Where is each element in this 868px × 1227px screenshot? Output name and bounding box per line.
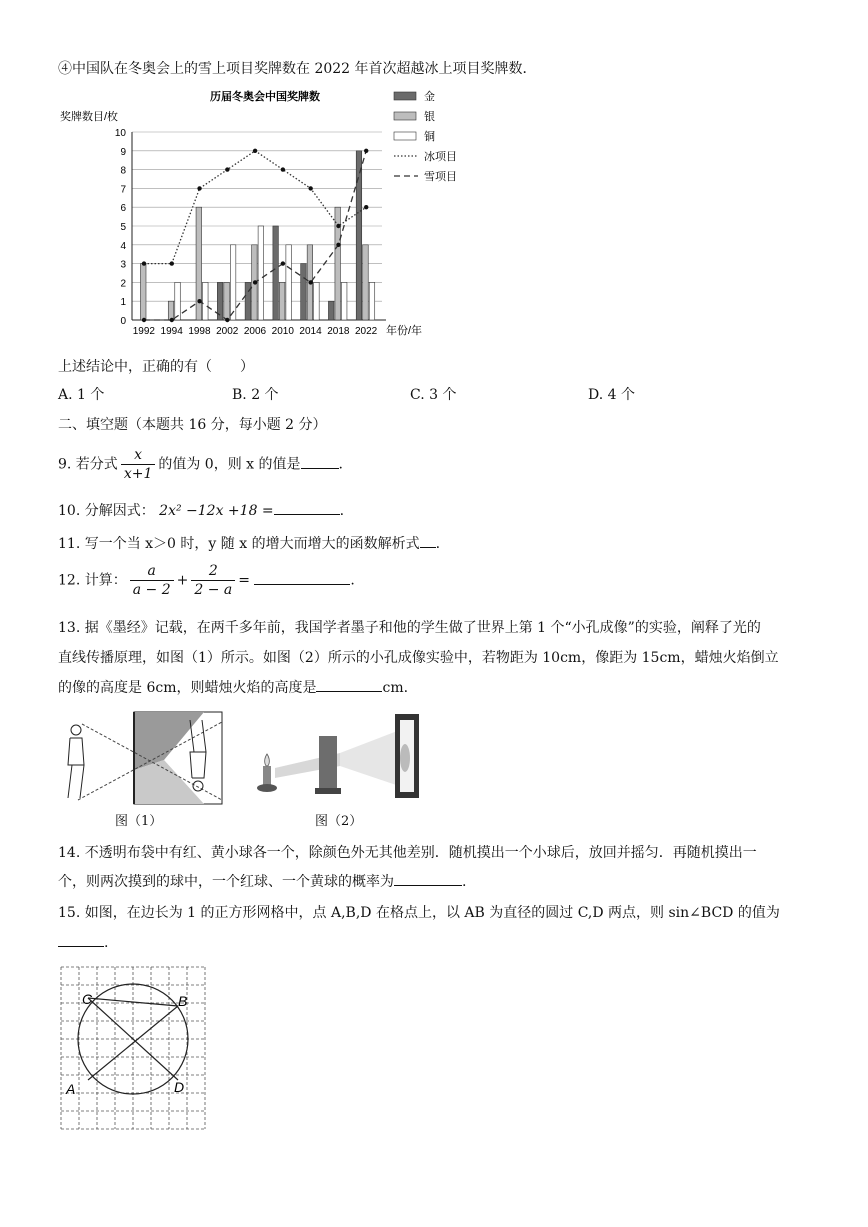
point-冰项目-2022 [364,205,368,209]
legend-label-银: 银 [424,111,435,123]
y-tick-label: 10 [114,128,126,139]
bar-金-2018 [328,301,334,320]
y-tick-label: 3 [120,259,126,271]
q15-label-c: C [82,991,93,1007]
y-tick-label: 7 [120,184,126,196]
bar-铜-2022 [369,282,375,320]
point-冰项目-2018 [336,224,340,228]
q10-pre: 10. 分解因式： [58,503,155,519]
bar-铜-2018 [341,282,347,320]
q12-equals: = [238,572,250,589]
q9-post: 的值为 0，则 x 的值是 [158,456,301,473]
bar-铜-2010 [286,245,292,320]
bar-金-2022 [356,151,362,320]
q12-den2: 2 − a [194,582,233,598]
q15-label-d: D [174,1079,185,1095]
q10-end: . [339,503,345,519]
bar-铜-1998 [203,282,209,320]
q13-line-3 [58,677,408,697]
x-tick-label: 2014 [299,326,322,337]
y-tick-label: 0 [120,316,126,327]
q9-blank[interactable] [301,454,339,469]
q15-label-b: B [178,993,188,1009]
x-tick-label: 2002 [216,326,239,337]
bar-铜-2014 [314,282,320,320]
point-冰项目-2002 [225,167,229,171]
bar-银-1994 [168,301,174,320]
q14-line-2 [58,871,466,891]
q10-expression: 2x² −12x +18 = [159,503,274,519]
point-雪项目-1994 [170,318,174,322]
q15-label-a: A [66,1081,76,1097]
figure-2-svg [255,708,430,806]
y-tick-label: 9 [120,146,126,158]
point-雪项目-2018 [336,243,340,247]
bar-金-2006 [245,282,251,320]
q14-line-2-text: 个，则两次摸到的球中，一个红球、一个黄球的概率为 [58,874,394,890]
q13-blank[interactable] [316,677,382,692]
bar-金-2010 [273,226,279,320]
point-雪项目-2010 [281,261,285,265]
q12-den1: a − 2 [132,582,171,598]
q9-fraction [121,446,156,483]
q13-line-3-text: 的像的高度是 6cm，则蜡烛火焰的高度是 [58,680,317,696]
question-12 [58,562,355,599]
legend-label-冰项目: 冰项目 [424,151,457,163]
bar-铜-1994 [175,282,181,320]
y-tick-label: 5 [120,222,126,233]
option-a[interactable]: A. 1 个 [58,387,105,403]
q13-line-1: 13. 据《墨经》记载，在两千多年前，我国学者墨子和他的学生做了世界上第 1 个“小孔成像”的实验，阐释了光的 [58,620,761,636]
q9-pre: 9. 若分式 [58,456,118,473]
q15-figure-svg [56,962,206,1130]
q12-num2: 2 [191,562,235,581]
q15-line-1: 15. 如图，在边长为 1 的正方形网格中，点 A,B,D 在格点上，以 AB 为直径的圆过 C,D 两点，则 sin∠BCD 的值为 [58,905,780,921]
y-tick-label: 4 [120,240,126,252]
question-11 [58,533,440,553]
q15-line-2 [58,932,108,951]
q11-text: 11. 写一个当 x＞0 时，y 随 x 的增大而增大的函数解析式 [58,536,420,552]
point-雪项目-1992 [142,318,146,322]
q15-blank[interactable] [58,932,104,947]
medal-chart-svg [60,86,480,346]
point-雪项目-2022 [364,149,368,153]
point-冰项目-1994 [170,261,174,265]
option-b[interactable]: B. 2 个 [232,387,279,403]
bar-铜-2006 [258,226,264,320]
y-axis-label: 奖牌数目/枚 [60,111,119,123]
option-d[interactable]: D. 4 个 [588,387,635,403]
figure-1 [54,710,229,810]
q9-end: . [338,456,343,473]
legend-label-铜: 铜 [424,131,435,143]
x-tick-label: 2018 [327,326,350,337]
x-tick-label: 1994 [160,326,183,337]
x-tick-label: 2010 [271,326,294,337]
q13-line-2: 直线传播原理，如图（1）所示。如图（2）所示的小孔成像实验中，若物距为 10cm，像距为 15cm，蜡烛火焰倒立 [58,650,779,666]
bar-银-2022 [363,245,369,320]
y-tick-label: 8 [120,165,126,177]
point-冰项目-2006 [253,149,257,153]
point-冰项目-1998 [197,186,201,190]
x-axis-label: 年份/年 [386,325,423,337]
figure-1-caption: 图（1） [115,814,163,829]
q12-num1: a [130,562,174,581]
figure-2 [255,708,430,810]
bar-金-2014 [301,264,307,320]
legend-label-雪项目: 雪项目 [424,171,457,183]
bar-铜-2002 [230,245,236,320]
x-tick-label: 1998 [188,326,211,337]
point-雪项目-2002 [225,318,229,322]
medal-chart [60,86,480,350]
q15-figure [56,962,206,1134]
q15-end: . [104,935,109,951]
section-2-heading: 二、填空题（本题共 16 分，每小题 2 分） [58,417,327,433]
q14-blank[interactable] [394,871,462,886]
bar-银-2002 [224,282,230,320]
q12-pre: 12. 计算： [58,572,127,589]
legend-label-金: 金 [424,91,435,103]
x-tick-label: 2006 [243,326,267,337]
q10-blank[interactable] [274,500,340,515]
legend-swatch-金 [394,92,416,100]
point-雪项目-1998 [197,299,201,303]
question-stem: 上述结论中，正确的有（ ） [58,359,254,375]
legend-swatch-铜 [394,132,416,140]
point-冰项目-2010 [281,167,285,171]
figure-1-svg [54,710,229,806]
y-tick-label: 2 [120,278,126,290]
q12-fraction-1 [130,562,174,599]
legend-swatch-银 [394,112,416,120]
y-tick-label: 1 [120,297,126,309]
q11-blank[interactable] [420,533,436,548]
q14-line-1: 14. 不透明布袋中有红、黄小球各一个，除颜色外无其他差别．随机摸出一个小球后，放回并摇匀．再随机摸出一 [58,845,757,861]
q9-denominator: x+1 [123,466,153,482]
point-雪项目-2014 [308,280,312,284]
q12-plus: + [176,572,189,589]
q13-unit: cm. [382,680,409,696]
q9-numerator: x [121,446,156,465]
bar-银-1992 [141,264,147,320]
figure-2-caption: 图（2） [315,814,363,829]
q11-end: . [435,536,441,552]
x-tick-label: 2022 [354,326,378,337]
point-雪项目-2006 [253,280,257,284]
point-冰项目-1992 [142,261,146,265]
q12-blank[interactable] [254,570,350,585]
x-tick-label: 1992 [132,326,156,337]
question-9 [58,446,343,483]
y-tick-label: 6 [120,203,126,215]
point-冰项目-2014 [308,186,312,190]
option-c[interactable]: C. 3 个 [410,387,457,403]
q14-end: . [462,874,467,890]
q12-end: . [350,572,355,589]
question-10 [58,500,344,520]
q12-fraction-2 [191,562,235,599]
chart-title: 历届冬奥会中国奖牌数 [210,91,320,103]
bar-银-2010 [279,282,285,320]
statement-4: ④中国队在冬奥会上的雪上项目奖牌数在 2022 年首次超越冰上项目奖牌数． [58,61,537,77]
